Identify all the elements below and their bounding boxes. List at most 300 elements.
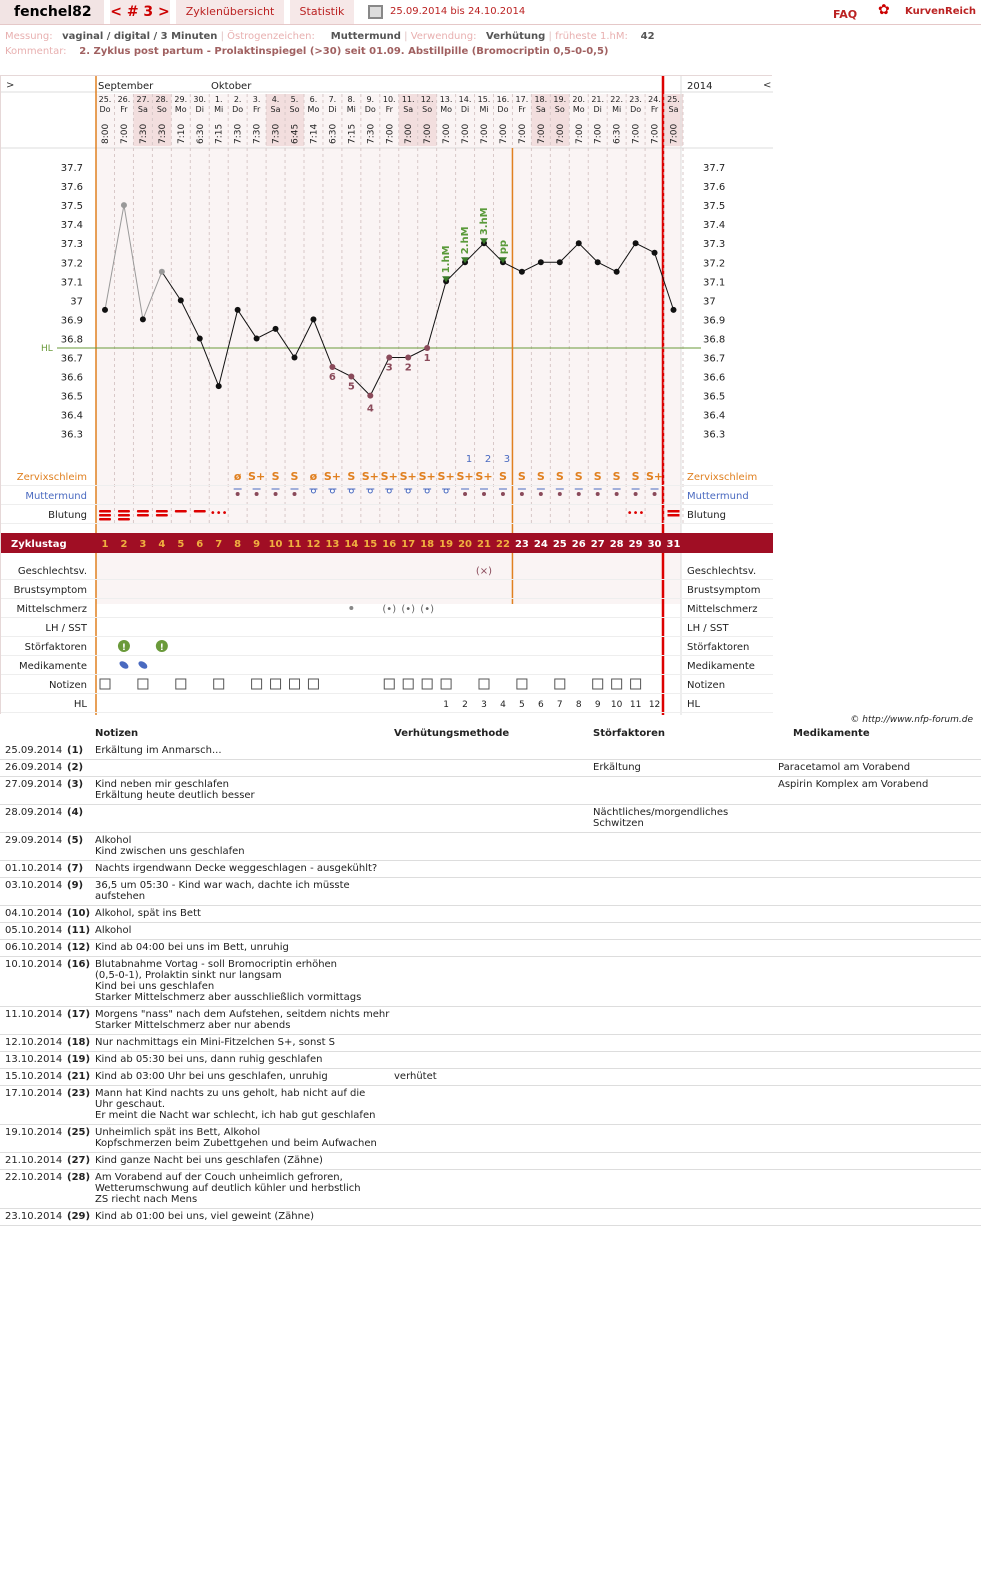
row-label-right: Muttermund <box>687 491 749 502</box>
muttermund-dot <box>274 492 278 496</box>
row-label-right: HL <box>687 699 701 710</box>
note-cycle-day: (29) <box>67 1211 91 1222</box>
high-temp-label: 2.hM <box>460 226 472 255</box>
cycle-day-number: 25 <box>552 539 567 550</box>
muttermund-dot <box>425 489 429 493</box>
y-tick-left: 37 <box>70 296 83 308</box>
temp-point <box>197 335 203 341</box>
notes-row <box>0 957 981 1007</box>
time-label: 7:10 <box>176 123 187 144</box>
y-tick-right: 37.2 <box>703 258 726 270</box>
weekday-label: Fr <box>650 105 659 114</box>
y-tick-right: 36.8 <box>703 334 726 346</box>
cycle-day-number: 2 <box>120 539 128 550</box>
low-temp-label: 2 <box>404 362 412 374</box>
cycle-day-number: 23 <box>514 539 529 550</box>
time-label: 7:00 <box>119 123 130 144</box>
note-date: 27.09.2014 <box>5 779 63 790</box>
time-label: 7:00 <box>555 123 566 144</box>
hl-day-number: 5 <box>519 700 525 710</box>
tab-statistics[interactable]: Statistik <box>290 0 354 24</box>
note-cycle-day: (25) <box>67 1127 91 1138</box>
temp-point <box>310 316 316 322</box>
temp-point <box>519 269 525 275</box>
note-date: 03.10.2014 <box>5 880 63 891</box>
y-tick-right: 37.1 <box>703 277 726 289</box>
bleeding-mark <box>137 510 149 513</box>
note-date: 26.09.2014 <box>5 762 63 773</box>
temp-point <box>159 269 165 275</box>
weekday-label: So <box>156 105 167 114</box>
logo-text: KurvenReich <box>905 6 977 17</box>
oestrogen-label: Östrogenzeichen: <box>227 31 315 42</box>
note-cycle-day: (12) <box>67 942 91 953</box>
month-label: September <box>98 81 154 92</box>
nav-right: < <box>763 80 772 91</box>
weekday-label: Sa <box>270 105 281 114</box>
cycle-day-number: 27 <box>590 539 605 550</box>
date-label: 5. <box>290 95 299 104</box>
zervix-symbol: S <box>517 470 526 483</box>
note-icon <box>308 679 318 689</box>
date-label: 12. <box>420 95 434 104</box>
muttermund-dot <box>615 492 619 496</box>
time-label: 7:00 <box>517 123 528 144</box>
note-date: 11.10.2014 <box>5 1009 63 1020</box>
zervix-symbol: ø <box>309 470 318 483</box>
low-temp-label: 5 <box>347 381 355 393</box>
note-text: Morgens "nass" nach dem Aufstehen, seitdem nichts mehr Starker Mittelschmerz aber nur abends <box>95 1009 390 1031</box>
y-tick-left: 37.5 <box>60 201 83 213</box>
row-label-left: Zervixschleim <box>16 472 87 483</box>
note-icon <box>422 679 432 689</box>
cycle-day-number: 18 <box>420 539 435 550</box>
zervix-symbol: S+ <box>361 470 379 483</box>
muttermund-dot <box>558 492 562 496</box>
note-text: Kind neben mir geschlafen Erkältung heute deutlich besser <box>95 779 255 801</box>
stoer-icon-glyph: ! <box>121 643 127 653</box>
weekday-label: Fr <box>518 105 526 114</box>
high-temp-label: pp <box>497 239 509 255</box>
time-label: 7:00 <box>593 123 604 144</box>
bleeding-mark <box>668 514 680 517</box>
weekday-label: Sa <box>535 105 546 114</box>
note-cycle-day: (23) <box>67 1088 91 1099</box>
cycle-day-number: 6 <box>196 539 204 550</box>
note-date: 28.09.2014 <box>5 807 63 818</box>
note-cycle-day: (1) <box>67 745 84 756</box>
row-label-left: HL <box>73 699 87 710</box>
row-label-right: Brustsymptom <box>687 585 761 596</box>
note-text: Mann hat Kind nachts zu uns geholt, hab nicht auf die Uhr geschaut. Er meint die Nacht war schlecht, ich hab gut geschlafen <box>95 1088 376 1121</box>
date-label: 25. <box>98 95 112 104</box>
time-label: 6:45 <box>290 123 301 144</box>
time-label: 7:00 <box>669 123 680 144</box>
row-label-right: Zervixschleim <box>687 472 758 483</box>
note-date: 01.10.2014 <box>5 863 63 874</box>
time-label: 7:15 <box>214 123 225 144</box>
weekday-label: Fr <box>385 105 393 114</box>
muttermund-dot <box>539 492 543 496</box>
cycle-day-number: 30 <box>647 539 662 550</box>
cycle-day-number: 17 <box>401 539 416 550</box>
y-tick-left: 37.4 <box>60 220 83 232</box>
note-cycle-day: (21) <box>67 1071 91 1082</box>
note-date: 12.10.2014 <box>5 1037 63 1048</box>
muttermund-dot <box>387 489 391 493</box>
temp-point <box>292 355 298 361</box>
note-date: 05.10.2014 <box>5 925 63 936</box>
y-tick-right: 36.3 <box>703 429 726 441</box>
note-cycle-day: (19) <box>67 1054 91 1065</box>
note-text: Alkohol <box>95 925 132 936</box>
note-disturbance: Erkältung <box>593 762 641 773</box>
weekday-label: Do <box>630 105 642 114</box>
time-label: 7:00 <box>423 123 434 144</box>
temp-point <box>614 269 620 275</box>
notes-row <box>0 743 981 760</box>
note-medication: Aspirin Komplex am Vorabend <box>778 779 929 790</box>
hl-day-number: 7 <box>556 700 563 710</box>
pain-mark: (•) <box>420 604 435 615</box>
note-cycle-day: (17) <box>67 1009 91 1020</box>
bleeding-mark <box>137 514 149 517</box>
y-tick-left: 36.5 <box>60 391 83 403</box>
notes-header: Medikamente <box>793 728 870 739</box>
bleeding-mark <box>99 518 111 521</box>
temp-point <box>405 355 411 361</box>
muttermund-dot <box>406 489 410 493</box>
temp-point <box>671 307 677 313</box>
date-label: 13. <box>439 95 453 104</box>
note-date: 25.09.2014 <box>5 745 63 756</box>
y-tick-right: 36.4 <box>703 410 726 422</box>
zervix-symbol: S <box>498 470 507 483</box>
zervix-symbol: S <box>536 470 545 483</box>
note-cycle-day: (10) <box>67 908 91 919</box>
note-text: Kind ab 03:00 Uhr bei uns geschlafen, unruhig <box>95 1071 328 1082</box>
bleeding-mark <box>668 510 680 513</box>
note-date: 17.10.2014 <box>5 1088 63 1099</box>
muttermund-dot <box>596 492 600 496</box>
bleeding-mark <box>99 510 111 513</box>
hl-day-number: 4 <box>500 700 506 710</box>
weekday-label: Di <box>593 105 602 114</box>
row-label-left: Mittelschmerz <box>16 604 87 615</box>
weekday-label: Mi <box>214 105 224 114</box>
y-tick-right: 36.9 <box>703 315 726 327</box>
weekday-label: Sa <box>668 105 679 114</box>
y-tick-left: 36.7 <box>60 353 83 365</box>
note-icon <box>479 679 489 689</box>
time-label: 7:00 <box>631 123 642 144</box>
zervix-symbol: S+ <box>456 470 474 483</box>
note-icon <box>138 679 148 689</box>
muttermund-dot <box>482 492 486 496</box>
high-temp-label: 3.hM <box>479 207 490 236</box>
note-icon <box>100 679 110 689</box>
y-tick-left: 37.3 <box>60 239 83 251</box>
muttermund-dot <box>255 492 259 496</box>
date-label: 21. <box>591 95 605 104</box>
row-label-right: LH / SST <box>687 623 729 634</box>
weekday-label: Do <box>497 105 509 114</box>
note-date: 23.10.2014 <box>5 1211 63 1222</box>
note-medication: Paracetamol am Vorabend <box>778 762 911 773</box>
hl-day-number: 1 <box>443 700 449 710</box>
notes-row <box>0 1125 981 1153</box>
notes-row <box>0 878 981 906</box>
date-label: 10. <box>382 95 396 104</box>
muttermund-dot <box>330 489 334 493</box>
muttermund-dot <box>501 492 505 496</box>
cycle-nav[interactable]: < # 3 > <box>110 0 170 24</box>
zervix-symbol: S+ <box>475 470 493 483</box>
time-label: 7:00 <box>461 123 472 144</box>
date-label: 29. <box>174 95 188 104</box>
weekday-label: Mo <box>174 105 187 114</box>
time-label: 7:00 <box>404 123 415 144</box>
pain-mark: (•) <box>382 604 397 615</box>
kommentar-value: 2. Zyklus post partum - Prolaktinspiegel (>30) seit 01.09. Abstillpille (Bromocriptin 0,5-0-0,5) <box>79 46 609 57</box>
note-icon <box>631 679 641 689</box>
nav-left: > <box>6 80 15 91</box>
note-date: 22.10.2014 <box>5 1172 63 1183</box>
temp-point <box>386 355 392 361</box>
faq-link[interactable]: FAQ <box>833 8 858 21</box>
date-label: 6. <box>309 95 318 104</box>
date-label: 25. <box>667 95 680 104</box>
note-icon <box>517 679 527 689</box>
time-label: 7:00 <box>574 123 585 144</box>
weekday-label: Mi <box>346 105 356 114</box>
cycle-day-number: 31 <box>666 539 681 550</box>
spotting-mark: ••• <box>209 508 228 519</box>
cycle-day-number: 20 <box>458 539 473 550</box>
note-cycle-day: (2) <box>67 762 84 773</box>
pain-mark: (•) <box>401 604 416 615</box>
note-icon <box>441 679 451 689</box>
date-label: 14. <box>458 95 472 104</box>
messung-label: Messung: <box>5 31 53 42</box>
y-tick-left: 36.4 <box>60 410 83 422</box>
zervix-symbol: S+ <box>323 470 341 483</box>
date-label: 30. <box>193 95 207 104</box>
note-date: 15.10.2014 <box>5 1071 63 1082</box>
note-icon <box>384 679 394 689</box>
hl-day-number: 10 <box>610 700 623 710</box>
note-date: 04.10.2014 <box>5 908 63 919</box>
row-label-left: Muttermund <box>25 491 87 502</box>
y-tick-left: 37.6 <box>60 182 83 194</box>
weekday-label: Mi <box>612 105 622 114</box>
note-icon <box>214 679 224 689</box>
muttermund-dot <box>653 492 657 496</box>
row-label-left: Störfaktoren <box>24 642 87 653</box>
high-temp-label: 1.hM <box>441 245 453 274</box>
notes-header: Störfaktoren <box>593 728 666 739</box>
note-text: Blutabnahme Vortag - soll Bromocriptin erhöhen (0,5-0-1), Prolaktin sinkt nur langsam Kind bei uns geschlafen Starker Mittelschmerz aber ausschließlich vormittags <box>95 959 362 1003</box>
cycle-day-number: 1 <box>101 539 109 550</box>
muttermund-dot <box>368 489 372 493</box>
weekday-label: Mo <box>572 105 585 114</box>
cycle-day-number: 15 <box>363 539 378 550</box>
hm-number: 2 <box>484 454 492 465</box>
row-label-right: Mittelschmerz <box>687 604 758 615</box>
row-label-left: Medikamente <box>19 661 87 672</box>
note-cycle-day: (16) <box>67 959 91 970</box>
y-tick-right: 36.6 <box>703 372 726 384</box>
username: fenchel82 <box>0 0 104 24</box>
y-tick-left: 37.2 <box>60 258 83 270</box>
low-temp-label: 6 <box>328 372 336 384</box>
muttermund-dot <box>293 492 297 496</box>
note-text: Kind ab 01:00 bei uns, viel geweint (Zähne) <box>95 1211 315 1222</box>
row-label-left: Notizen <box>48 680 87 691</box>
notes-row <box>0 833 981 861</box>
y-tick-left: 36.8 <box>60 334 83 346</box>
hm-value: 42 <box>640 31 655 42</box>
time-label: 7:00 <box>480 123 490 144</box>
hl-day-number: 3 <box>481 700 487 710</box>
note-icon <box>612 679 622 689</box>
temp-point <box>121 202 127 208</box>
notes-row <box>0 861 981 878</box>
muttermund-dot <box>236 492 240 496</box>
note-date: 19.10.2014 <box>5 1127 63 1138</box>
stoer-icon-glyph: ! <box>159 643 164 653</box>
notes-header: Verhütungsmethode <box>394 728 510 739</box>
zervix-symbol: S+ <box>248 470 266 483</box>
date-label: 17. <box>515 95 529 104</box>
y-tick-left: 37.7 <box>60 163 83 174</box>
cycle-day-number: 21 <box>477 539 491 550</box>
temp-point <box>652 250 658 256</box>
info-line-2 <box>5 46 609 57</box>
cycle-day-number: 8 <box>234 539 242 550</box>
zervix-symbol: S+ <box>418 470 436 483</box>
note-text: Am Vorabend auf der Couch unheimlich gefroren, Wetterumschwung auf deutlich kühler und herbstlich ZS riecht nach Mens <box>95 1172 361 1205</box>
muttermund-dot <box>520 492 524 496</box>
note-date: 06.10.2014 <box>5 942 63 953</box>
temp-point <box>557 259 563 265</box>
note-cycle-day: (9) <box>67 880 84 891</box>
weekday-label: Mo <box>307 105 320 114</box>
cycle-day-number: 10 <box>268 539 283 550</box>
intercourse-mark: (×) <box>475 566 493 577</box>
note-cycle-day: (7) <box>67 863 84 874</box>
date-label: 1. <box>214 95 223 104</box>
time-label: 7:30 <box>366 123 377 144</box>
bleeding-mark <box>194 510 206 513</box>
row-label-left: Geschlechtsv. <box>17 566 87 577</box>
date-label: 18. <box>534 95 548 104</box>
note-text: Alkohol, spät ins Bett <box>95 908 201 919</box>
cycle-day-number: 13 <box>325 539 340 550</box>
tab-cycle-overview[interactable]: Zyklenübersicht <box>176 0 284 24</box>
muttermund-dot <box>349 489 353 493</box>
time-label: 7:00 <box>536 123 547 144</box>
cycle-day-label: Zyklustag <box>11 539 67 550</box>
notes-header: Notizen <box>95 728 139 739</box>
note-icon <box>555 679 565 689</box>
weekday-label: Do <box>364 105 376 114</box>
hl-day-number: 12 <box>648 700 661 710</box>
date-range: 25.09.2014 bis 24.10.2014 <box>390 6 526 17</box>
time-label: 8:00 <box>101 123 111 144</box>
time-label: 7:30 <box>138 123 149 144</box>
bleeding-mark <box>118 510 130 513</box>
zervix-symbol: S <box>271 470 280 483</box>
y-tick-right: 37.5 <box>703 201 726 213</box>
note-icon <box>176 679 186 689</box>
note-text: Kind ganze Nacht bei uns geschlafen (Zähne) <box>95 1155 323 1166</box>
notes-row <box>0 1069 981 1086</box>
temp-point <box>178 297 184 303</box>
row-label-right: Geschlechtsv. <box>687 566 757 577</box>
time-label: 7:00 <box>650 123 661 144</box>
note-text: Unheimlich spät ins Bett, Alkohol Kopfschmerzen beim Zubettgehen und beim Aufwachen <box>95 1127 377 1149</box>
temp-point <box>633 240 639 246</box>
y-tick-right: 37 <box>703 296 716 308</box>
pain-mark <box>349 606 353 610</box>
muttermund-dot <box>311 489 315 493</box>
y-tick-right: 36.5 <box>703 391 726 403</box>
y-tick-right: 36.7 <box>703 353 726 365</box>
muttermund-dot <box>577 492 581 496</box>
bleeding-mark <box>156 510 168 513</box>
notes-row <box>0 777 981 805</box>
notes-row <box>0 1086 981 1125</box>
notes-row <box>0 1007 981 1035</box>
temp-point <box>367 393 373 399</box>
temp-point <box>538 259 544 265</box>
date-label: 4. <box>271 95 280 104</box>
time-label: 7:30 <box>271 123 282 144</box>
note-text: Nur nachmittags ein Mini-Fitzelchen S+, sonst S <box>95 1037 336 1048</box>
notes-row <box>0 805 981 833</box>
top-bar <box>0 0 981 25</box>
note-cycle-day: (11) <box>67 925 91 936</box>
printer-icon[interactable] <box>368 5 383 19</box>
note-date: 21.10.2014 <box>5 1155 63 1166</box>
bleeding-mark <box>99 514 111 517</box>
date-label: 16. <box>496 95 510 104</box>
date-label: 8. <box>347 95 356 104</box>
note-text: 36,5 um 05:30 - Kind war wach, dachte ich müsste aufstehen <box>95 880 350 902</box>
note-date: 13.10.2014 <box>5 1054 63 1065</box>
row-label-left: LH / SST <box>45 623 87 634</box>
row-label-left: Brustsymptom <box>13 585 87 596</box>
bleeding-mark <box>118 518 130 521</box>
cycle-day-number: 28 <box>609 539 624 550</box>
temp-point <box>140 316 146 322</box>
note-text: Nachts irgendwann Decke weggeschlagen - ausgekühlt? <box>95 863 378 874</box>
cycle-day-number: 3 <box>139 539 147 550</box>
weekday-label: Di <box>460 105 470 114</box>
note-text: Kind ab 04:00 bei uns im Bett, unruhig <box>95 942 289 953</box>
cycle-day-number: 12 <box>306 539 321 550</box>
verwendung-value: Verhütung <box>486 31 546 42</box>
note-cycle-day: (4) <box>67 807 84 818</box>
note-icon <box>593 679 603 689</box>
y-tick-left: 36.3 <box>60 429 83 441</box>
cycle-day-number: 22 <box>495 539 510 550</box>
muttermund-dot <box>444 489 448 493</box>
hm-number: 1 <box>465 454 473 465</box>
note-text: Alkohol Kind zwischen uns geschlafen <box>95 835 245 857</box>
time-label: 6:30 <box>195 123 206 144</box>
